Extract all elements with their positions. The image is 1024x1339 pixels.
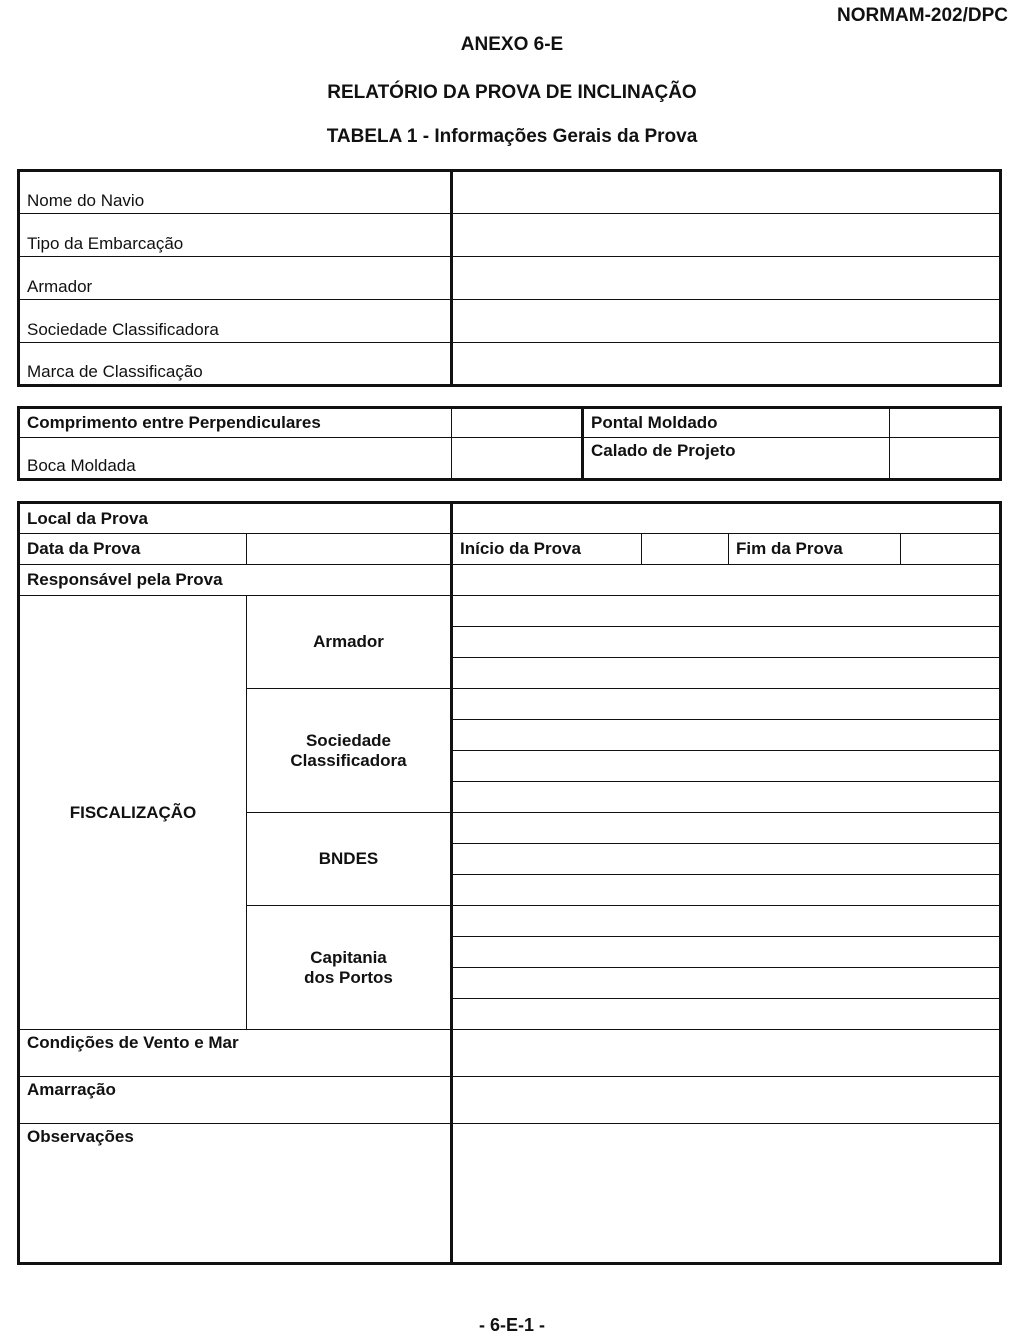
- fim-prova-label: Fim da Prova: [729, 534, 901, 565]
- table-row: [19, 257, 1001, 300]
- marca-classificacao-label: Marca de Classificação: [19, 343, 452, 386]
- table-row: [19, 1077, 1001, 1124]
- table-row: [19, 408, 1001, 438]
- comprimento-field[interactable]: [452, 408, 583, 438]
- local-prova-field[interactable]: [452, 503, 1001, 534]
- table-row: [19, 1030, 1001, 1077]
- table-row: [19, 438, 1001, 480]
- fisc-sociedade-label: [247, 689, 452, 813]
- nome-navio-label: Nome do Navio: [19, 171, 452, 214]
- table-row: [19, 214, 1001, 257]
- fisc-sociedade-field-3[interactable]: [452, 751, 1001, 782]
- amarracao-field[interactable]: [452, 1077, 1001, 1124]
- data-prova-label: Data da Prova: [19, 534, 247, 565]
- annex-title: ANEXO 6-E: [460, 34, 564, 55]
- test-details-table: [17, 501, 1002, 1265]
- condicoes-field[interactable]: [452, 1030, 1001, 1077]
- fisc-bndes-field-3[interactable]: [452, 875, 1001, 906]
- responsavel-field[interactable]: [452, 565, 1001, 596]
- fisc-sociedade-field-1[interactable]: [452, 689, 1001, 720]
- observacoes-field[interactable]: [452, 1124, 1001, 1264]
- fisc-bndes-field-2[interactable]: [452, 844, 1001, 875]
- document-code: NORMAM-202/DPC: [836, 5, 1008, 26]
- table-row: [19, 565, 1001, 596]
- fisc-capitania-field-2[interactable]: [452, 937, 1001, 968]
- fiscalizacao-label: FISCALIZAÇÃO: [19, 596, 247, 1030]
- pontal-label: Pontal Moldado: [583, 408, 890, 438]
- fisc-capitania-field-3[interactable]: [452, 968, 1001, 999]
- fisc-armador-label: Armador: [247, 596, 452, 689]
- table-row: [19, 171, 1001, 214]
- fisc-capitania-field-4[interactable]: [452, 999, 1001, 1030]
- condicoes-label: Condições de Vento e Mar: [19, 1030, 452, 1077]
- tipo-embarcacao-label: Tipo da Embarcação: [19, 214, 452, 257]
- inicio-prova-field[interactable]: [642, 534, 729, 565]
- table-row: [19, 300, 1001, 343]
- fisc-bndes-label: BNDES: [247, 813, 452, 906]
- fisc-armador-field-1[interactable]: [452, 596, 1001, 627]
- table-row: [19, 503, 1001, 534]
- fisc-sociedade-field-4[interactable]: [452, 782, 1001, 813]
- ship-info-table: [17, 169, 1002, 387]
- calado-label: Calado de Projeto: [583, 438, 890, 480]
- fisc-bndes-field-1[interactable]: [452, 813, 1001, 844]
- dimensions-table: [17, 406, 1002, 481]
- fisc-armador-field-3[interactable]: [452, 658, 1001, 689]
- report-title: RELATÓRIO DA PROVA DE INCLINAÇÃO: [327, 82, 697, 103]
- fisc-capitania-line1: Capitania: [310, 947, 387, 967]
- comprimento-label: Comprimento entre Perpendiculares: [19, 408, 452, 438]
- fim-prova-field[interactable]: [901, 534, 1001, 565]
- armador-label: Armador: [19, 257, 452, 300]
- amarracao-label: Amarração: [19, 1077, 452, 1124]
- boca-field[interactable]: [452, 438, 583, 480]
- observacoes-label: Observações: [19, 1124, 452, 1264]
- calado-field[interactable]: [890, 438, 1001, 480]
- local-prova-label: Local da Prova: [19, 503, 452, 534]
- table-title: TABELA 1 - Informações Gerais da Prova: [326, 126, 698, 147]
- fisc-sociedade-line2: Classificadora: [290, 750, 407, 770]
- inicio-prova-label: Início da Prova: [452, 534, 642, 565]
- table-row: [19, 1124, 1001, 1264]
- marca-classificacao-field[interactable]: [452, 343, 1001, 386]
- fisc-armador-field-2[interactable]: [452, 627, 1001, 658]
- sociedade-classificadora-label: Sociedade Classificadora: [19, 300, 452, 343]
- pontal-field[interactable]: [890, 408, 1001, 438]
- boca-label: Boca Moldada: [19, 438, 452, 480]
- data-prova-field[interactable]: [247, 534, 452, 565]
- fisc-sociedade-field-2[interactable]: [452, 720, 1001, 751]
- table-row: [19, 596, 1001, 627]
- fisc-capitania-line2: dos Portos: [304, 967, 393, 987]
- tipo-embarcacao-field[interactable]: [452, 214, 1001, 257]
- responsavel-label: Responsável pela Prova: [19, 565, 452, 596]
- fisc-sociedade-line1: Sociedade: [305, 730, 392, 750]
- table-row: [19, 534, 1001, 565]
- page-number: - 6-E-1 -: [478, 1315, 545, 1335]
- armador-field[interactable]: [452, 257, 1001, 300]
- fisc-capitania-label: [247, 906, 452, 1030]
- nome-navio-field[interactable]: [452, 171, 1001, 214]
- table-row: [19, 343, 1001, 386]
- sociedade-classificadora-field[interactable]: [452, 300, 1001, 343]
- fisc-capitania-field-1[interactable]: [452, 906, 1001, 937]
